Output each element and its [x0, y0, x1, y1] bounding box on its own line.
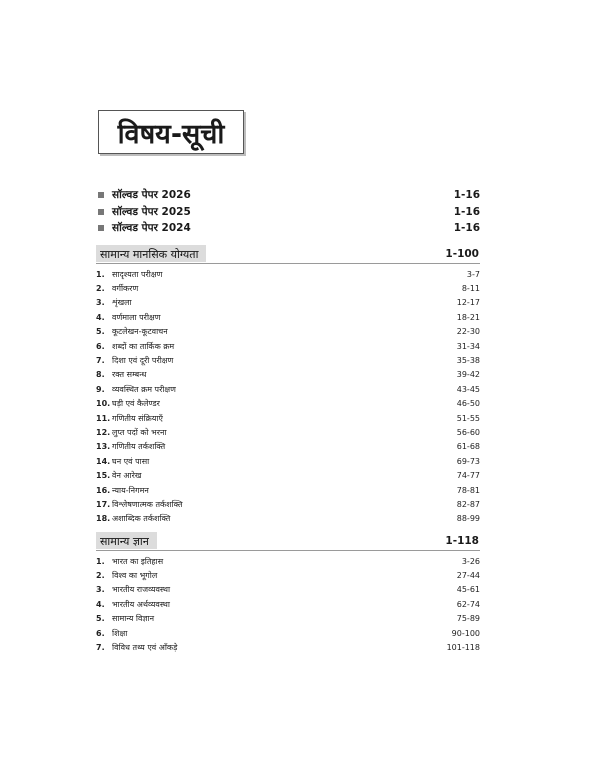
toc-entry-label: घन एवं पासा [112, 456, 150, 466]
toc-entry-row [96, 267, 480, 281]
section-mental-ability [96, 244, 480, 526]
toc-entry-label: विश्व का भूगोल [112, 571, 158, 581]
toc-entry-page-range: 101-118 [446, 643, 480, 653]
toc-entry-row [96, 296, 480, 310]
toc-entry-number: 6. [96, 628, 105, 638]
toc-entry-number: 10. [96, 399, 111, 409]
toc-entry-page-range: 56-60 [456, 427, 480, 437]
toc-entry-row [96, 468, 480, 482]
section-title: सामान्य मानसिक योग्यता [96, 245, 206, 262]
solved-paper-row [96, 187, 480, 203]
toc-entry-row [96, 411, 480, 425]
toc-entry-page-range: 27-44 [456, 571, 480, 581]
toc-entry-label: घड़ी एवं कैलेण्डर [112, 399, 160, 409]
toc-entry-row [96, 640, 480, 654]
toc-entry-row [96, 483, 480, 497]
toc-entry-row [96, 626, 480, 640]
toc-entry-label: न्याय-निगमन [112, 485, 149, 495]
toc-entry-number: 14. [96, 456, 111, 466]
toc-entry-number: 2. [96, 571, 105, 581]
toc-entry-page-range: 43-45 [456, 384, 480, 394]
toc-entry-row [96, 368, 480, 382]
toc-entry-page-range: 82-87 [456, 499, 480, 509]
toc-entry-number: 18. [96, 514, 111, 524]
toc-entry-number: 11. [96, 413, 111, 423]
toc-entry-number: 1. [96, 556, 105, 566]
solved-paper-label: सॉल्वड पेपर 2024 [112, 222, 191, 234]
square-bullet-icon [98, 225, 104, 231]
toc-entry-label: गणितीय तर्कशक्ति [112, 442, 166, 452]
section-header [96, 244, 480, 264]
toc-entry-page-range: 46-50 [456, 399, 480, 409]
toc-entry-label: लुप्त पदों को भरना [112, 427, 167, 437]
solved-paper-row [96, 204, 480, 220]
toc-entry-number: 1. [96, 269, 105, 279]
toc-entry-page-range: 69-73 [456, 456, 480, 466]
solved-paper-range: 1-16 [453, 205, 480, 218]
toc-entry-row [96, 339, 480, 353]
toc-entry-label: दिशा एवं दूरी परीक्षण [112, 356, 174, 366]
toc-entry-row [96, 612, 480, 626]
toc-entry-page-range: 3-7 [466, 269, 480, 279]
section-title: सामान्य ज्ञान [96, 532, 157, 549]
toc-entry-row [96, 497, 480, 511]
toc-entry-page-range: 31-34 [456, 341, 480, 351]
toc-entry-label: वर्णमाला परीक्षण [112, 312, 161, 322]
toc-entry-label: रक्त सम्बन्ध [112, 370, 147, 380]
toc-entry-page-range: 8-11 [461, 284, 480, 294]
section-range: 1-100 [445, 247, 479, 260]
toc-entry-label: भारतीय राजव्यवस्था [112, 585, 171, 595]
toc-entry-page-range: 12-17 [456, 298, 480, 308]
toc-entry-number: 5. [96, 327, 105, 337]
toc-entry-row [96, 425, 480, 439]
toc-entry-label: सामान्य विज्ञान [112, 614, 155, 624]
toc-entry-number: 4. [96, 599, 105, 609]
toc-entry-label: सादृश्यता परीक्षण [112, 269, 163, 279]
toc-entry-number: 6. [96, 341, 105, 351]
page-title: विषय-सूची [98, 110, 244, 154]
toc-entry-row [96, 597, 480, 611]
toc-entry-page-range: 35-38 [456, 356, 480, 366]
toc-entry-label: विश्लेषणात्मक तर्कशक्ति [112, 499, 183, 509]
toc-entry-number: 5. [96, 614, 105, 624]
toc-entry-number: 13. [96, 442, 111, 452]
section-header [96, 531, 480, 551]
solved-paper-range: 1-16 [453, 222, 480, 234]
toc-entry-page-range: 3-26 [461, 556, 480, 566]
solved-paper-row [96, 220, 480, 236]
toc-entry-page-range: 39-42 [456, 370, 480, 380]
toc-entry-label: व्यवस्थित क्रम परीक्षण [112, 384, 176, 394]
toc-entry-page-range: 62-74 [456, 599, 480, 609]
toc-entry-label: भारत का इतिहास [112, 556, 164, 566]
toc-entry-label: भारतीय अर्थव्यवस्था [112, 599, 170, 609]
toc-entry-label: शृंखला [112, 298, 132, 308]
toc-entry-number: 8. [96, 370, 105, 380]
toc-entry-number: 4. [96, 312, 105, 322]
toc-entry-label: विविध तथ्य एवं आँकड़े [112, 643, 178, 653]
toc-entry-page-range: 74-77 [456, 471, 480, 481]
toc-entry-label: वेन आरेख [112, 471, 142, 481]
toc-entry-page-range: 75-89 [456, 614, 480, 624]
toc-entry-label: कूटलेखन-कूटवाचन [112, 327, 168, 337]
toc-entry-row [96, 440, 480, 454]
toc-entry-label: गणितीय संक्रियाएँ [112, 413, 163, 423]
toc-entry-label: शब्दों का तार्किक क्रम [112, 341, 175, 351]
solved-papers-list [96, 187, 480, 237]
toc-entry-page-range: 51-55 [456, 413, 480, 423]
toc-entry-label: शिक्षा [112, 628, 128, 638]
solved-paper-label: सॉल्वड पेपर 2025 [112, 205, 191, 218]
toc-entry-number: 12. [96, 427, 111, 437]
toc-entry-page-range: 22-30 [456, 327, 480, 337]
toc-entry-row [96, 568, 480, 582]
toc-entry-row [96, 353, 480, 367]
solved-paper-label: सॉल्वड पेपर 2026 [112, 189, 191, 201]
toc-entry-row [96, 554, 480, 568]
toc-entry-page-range: 45-61 [456, 585, 480, 595]
toc-entry-row [96, 397, 480, 411]
toc-entry-row [96, 583, 480, 597]
toc-entry-page-range: 90-100 [451, 628, 480, 638]
toc-entry-row [96, 325, 480, 339]
toc-entry-page-range: 61-68 [456, 442, 480, 452]
toc-entry-row [96, 512, 480, 526]
toc-entry-row [96, 310, 480, 324]
toc-entry-number: 3. [96, 298, 105, 308]
solved-paper-range: 1-16 [453, 189, 480, 201]
square-bullet-icon [98, 209, 104, 215]
toc-entry-number: 16. [96, 485, 111, 495]
toc-entry-row [96, 382, 480, 396]
toc-entry-row [96, 281, 480, 295]
toc-entry-number: 7. [96, 643, 105, 653]
toc-entry-number: 3. [96, 585, 105, 595]
toc-entry-page-range: 18-21 [456, 312, 480, 322]
toc-entry-number: 9. [96, 384, 105, 394]
toc-entry-label: अशाब्दिक तर्कशक्ति [112, 514, 171, 524]
square-bullet-icon [98, 192, 104, 198]
toc-entry-number: 15. [96, 471, 111, 481]
toc-entry-number: 17. [96, 499, 111, 509]
toc-entry-row [96, 454, 480, 468]
toc-entry-page-range: 78-81 [456, 485, 480, 495]
toc-entry-number: 2. [96, 284, 105, 294]
toc-entry-page-range: 88-99 [456, 514, 480, 524]
toc-entry-label: वर्गीकरण [112, 284, 139, 294]
section-general-knowledge [96, 531, 480, 655]
section-range: 1-118 [445, 534, 479, 547]
toc-entry-number: 7. [96, 356, 105, 366]
